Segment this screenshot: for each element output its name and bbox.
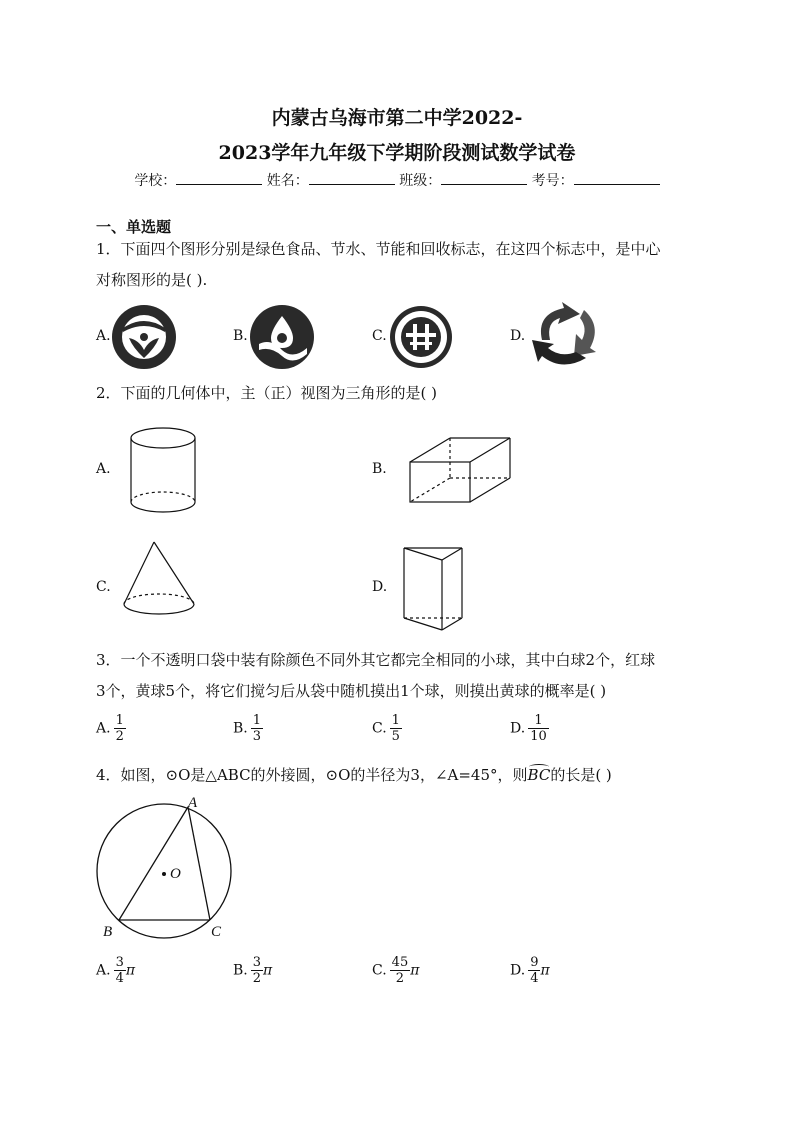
question-3-text-line1: 3．一个不透明口袋中装有除颜色不同外其它都完全相同的小球，其中白球2个，红球 (96, 651, 656, 669)
pi-symbol: π (410, 962, 420, 979)
pi-symbol: π (263, 962, 273, 979)
school-label: 学校： (134, 173, 177, 189)
exam-title-line1: 内蒙古乌海市第二中学2022- (271, 107, 523, 129)
recycling-logo-icon (528, 300, 604, 370)
denominator: 2 (115, 729, 124, 744)
arc-bc (528, 760, 551, 791)
pi-symbol: π (125, 962, 136, 979)
numerator: 3 (115, 955, 124, 970)
numerator: 9 (530, 955, 539, 970)
circumcircle-figure (94, 794, 244, 944)
q3-option-d[interactable] (510, 713, 549, 744)
question-3-text-line2: 3个，黄球5个，将它们搅匀后从袋中随机摸出1个球，则摸出黄球的概率是( ) (96, 682, 607, 700)
q1-option-d-label[interactable]: D. (510, 328, 526, 344)
denominator: 5 (391, 729, 400, 744)
question-1-text-line2: 对称图形的是( ). (96, 271, 208, 289)
q4-option-a[interactable] (96, 955, 135, 986)
label-c: C (211, 924, 222, 940)
q1-option-b-label[interactable]: B. (233, 328, 248, 344)
numerator: 1 (528, 713, 549, 729)
q3-option-c[interactable] (372, 713, 402, 744)
green-food-logo-icon (111, 304, 177, 370)
q4-option-d-label: D. (510, 962, 526, 979)
exam-title-line2: 2023学年九年级下学期阶段测试数学试卷 (218, 142, 576, 164)
question-4-text-after: 的长是( ) (550, 766, 612, 784)
exam-number-blank[interactable] (574, 171, 660, 185)
q3-option-d-fraction (528, 713, 549, 744)
q3-option-d-label: D. (510, 720, 526, 737)
numerator: 1 (391, 713, 400, 728)
pi-symbol: π (540, 962, 550, 979)
q3-option-a-label: A. (96, 720, 111, 737)
name-label: 姓名： (266, 173, 309, 189)
center-point (162, 872, 166, 876)
cuboid-icon (406, 436, 516, 506)
denominator: 2 (252, 971, 262, 986)
q4-option-d[interactable] (510, 955, 550, 986)
energy-saving-logo-icon (388, 304, 454, 370)
q1-option-c-label[interactable]: C. (372, 328, 387, 344)
question-2-text: 2．下面的几何体中，主（正）视图为三角形的是( ) (96, 384, 438, 402)
student-info-row (0, 170, 794, 190)
q4-option-c-fraction (390, 955, 411, 986)
cone-icon (120, 540, 200, 620)
q3-option-c-fraction (390, 713, 402, 744)
q2-option-a-label[interactable]: A. (96, 461, 111, 477)
question-1-text-line1: 1．下面四个图形分别是绿色食品、节水、节能和回收标志，在这四个标志中，是中心 (96, 240, 661, 258)
numerator: 45 (391, 955, 409, 970)
q4-option-b[interactable] (233, 955, 272, 986)
question-4-text-before: 4．如图，⊙O是△ABC的外接圆，⊙O的半径为3，∠A=45°，则 (96, 766, 528, 784)
side-ab (119, 807, 188, 920)
q2-option-c-label[interactable]: C. (96, 579, 111, 595)
circle-o (97, 804, 231, 938)
school-blank[interactable] (176, 171, 262, 185)
class-blank[interactable] (441, 171, 527, 185)
label-b: B (103, 924, 113, 940)
q2-option-d-label[interactable]: D. (372, 579, 388, 595)
denominator: 4 (115, 971, 124, 986)
denominator: 4 (530, 971, 539, 986)
label-a: A (188, 795, 198, 811)
q4-option-b-label: B. (233, 962, 248, 979)
question-4-text (96, 760, 706, 791)
exam-number-label: 考号： (531, 173, 574, 189)
q4-option-c-label: C. (372, 962, 387, 979)
arc-symbol (529, 764, 550, 770)
q4-option-d-fraction (528, 955, 540, 986)
cylinder-icon (128, 426, 198, 516)
numerator: 1 (252, 713, 262, 728)
name-blank[interactable] (309, 171, 395, 185)
q1-option-a-label[interactable]: A. (96, 328, 111, 344)
q3-option-a[interactable] (96, 713, 126, 744)
water-saving-logo-icon (249, 304, 315, 370)
label-o: O (170, 866, 181, 882)
class-label: 班级： (399, 173, 442, 189)
q3-option-b[interactable] (233, 713, 263, 744)
q3-option-c-label: C. (372, 720, 387, 737)
numerator: 1 (115, 713, 124, 728)
denominator: 2 (395, 971, 405, 986)
triangular-prism-icon (400, 544, 470, 634)
denominator: 3 (252, 729, 262, 744)
arc-label: BC (527, 766, 551, 784)
q3-option-a-fraction (114, 713, 126, 744)
denominator: 10 (530, 729, 547, 744)
question-3 (96, 645, 706, 707)
q2-option-b-label[interactable]: B. (372, 461, 387, 477)
q4-option-a-fraction (114, 955, 126, 986)
side-ac (188, 807, 210, 920)
q3-option-b-fraction (251, 713, 263, 744)
q4-option-b-fraction (251, 955, 263, 986)
numerator: 3 (252, 955, 262, 970)
question-1 (96, 234, 706, 296)
q4-option-a-label: A. (96, 962, 111, 979)
q4-option-c[interactable] (372, 955, 419, 986)
q3-option-b-label: B. (233, 720, 248, 737)
section-title: 一、单选题 (96, 218, 172, 236)
